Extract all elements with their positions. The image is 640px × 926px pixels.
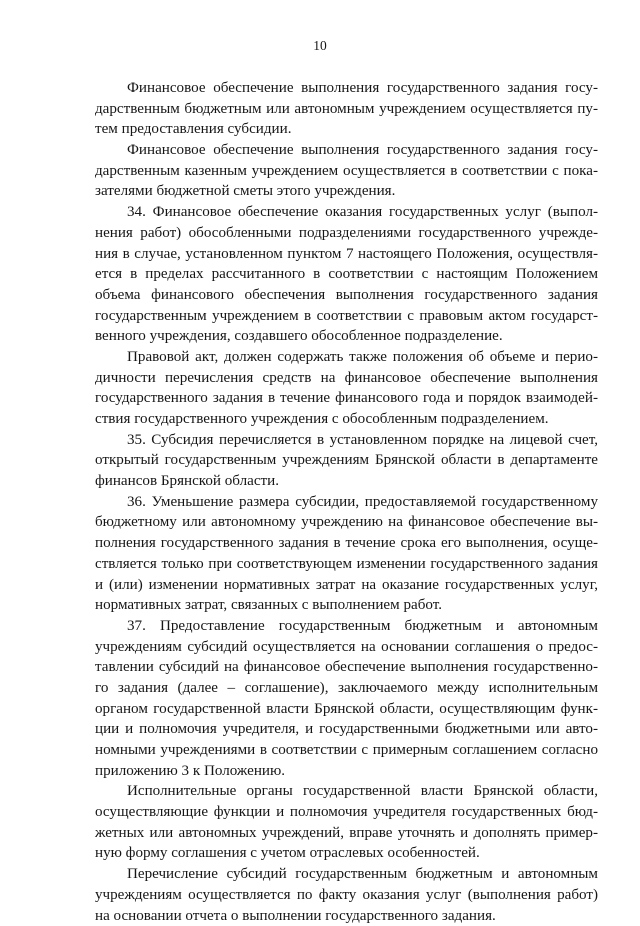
text-line: полнения государственного задания в течение срока его выполнения, осуще- <box>95 533 598 554</box>
text-line: 34. Финансовое обеспечение оказания государственных услуг (выпол- <box>95 202 598 223</box>
text-line: ния в случае, установленном пунктом 7 настоящего Положения, осуществля- <box>95 244 598 265</box>
text-line: государственного задания в течение финансового года и порядок взаимодей- <box>95 388 598 409</box>
paragraph <box>95 616 598 782</box>
paragraph <box>95 492 598 616</box>
text-line: учреждениям субсидий осуществляется на основании соглашения о предос- <box>95 637 598 658</box>
paragraph <box>95 781 598 864</box>
text-line: дарственным казенным учреждением осуществляется в соответствии с пока- <box>95 161 598 182</box>
text-line: нормативных затрат, связанных с выполнением работ. <box>95 595 598 616</box>
paragraph <box>95 430 598 492</box>
text-line: Финансовое обеспечение выполнения государственного задания госу- <box>95 140 598 161</box>
text-line: открытый государственным учреждениям Брянской области в департаменте <box>95 450 598 471</box>
text-line: и (или) изменении нормативных затрат на оказание государственных услуг, <box>95 575 598 596</box>
text-line: на основании отчета о выполнении государственного задания. <box>95 906 598 926</box>
text-line: объема финансового обеспечения выполнения государственного задания <box>95 285 598 306</box>
text-line: финансов Брянской области. <box>95 471 598 492</box>
paragraph <box>95 78 598 140</box>
text-line: органом государственной власти Брянской области, осуществляющим функ- <box>95 699 598 720</box>
text-line: Финансовое обеспечение выполнения государственного задания госу- <box>95 78 598 99</box>
text-line: ствия государственного учреждения с обособленным подразделением. <box>95 409 598 430</box>
text-line: осуществляющие функции и полномочия учредителя государственных бюд- <box>95 802 598 823</box>
text-line: дарственным бюджетным или автономным учреждением осуществляется пу- <box>95 99 598 120</box>
text-line: нения работ) обособленными подразделениями государственного учрежде- <box>95 223 598 244</box>
text-line: ции и полномочия учредителя, и государственными бюджетными или авто- <box>95 719 598 740</box>
text-line: го задания (далее – соглашение), заключаемого между исполнительным <box>95 678 598 699</box>
text-line: 37. Предоставление государственным бюджетным и автономным <box>95 616 598 637</box>
text-line: жетных или автономных учреждений, вправе уточнять и дополнять пример- <box>95 823 598 844</box>
paragraph <box>95 140 598 202</box>
text-line: дичности перечисления средств на финансовое обеспечение выполнения <box>95 368 598 389</box>
document-body <box>95 78 598 926</box>
text-line: государственным учреждением в соответствии с правовым актом государст- <box>95 306 598 327</box>
text-line: 35. Субсидия перечисляется в установленном порядке на лицевой счет, <box>95 430 598 451</box>
paragraph <box>95 864 598 926</box>
text-line: ется в пределах рассчитанного в соответствии с настоящим Положением <box>95 264 598 285</box>
paragraph <box>95 347 598 430</box>
paragraph <box>95 202 598 347</box>
text-line: Исполнительные органы государственной власти Брянской области, <box>95 781 598 802</box>
text-line: ствляется только при соответствующем изменении государственного задания <box>95 554 598 575</box>
page-number: 10 <box>0 38 640 54</box>
text-line: зателями бюджетной сметы этого учреждения. <box>95 181 598 202</box>
text-line: ную форму соглашения с учетом отраслевых особенностей. <box>95 843 598 864</box>
text-line: 36. Уменьшение размера субсидии, предоставляемой государственному <box>95 492 598 513</box>
text-line: Правовой акт, должен содержать также положения об объеме и перио- <box>95 347 598 368</box>
text-line: тавлении субсидий на финансовое обеспечение выполнения государственно- <box>95 657 598 678</box>
text-line: бюджетному или автономному учреждению на финансовое обеспечение вы- <box>95 512 598 533</box>
text-line: приложению 3 к Положению. <box>95 761 598 782</box>
text-line: учреждениям осуществляется по факту оказания услуг (выполнения работ) <box>95 885 598 906</box>
text-line: номными учреждениями в соответствии с примерным соглашением согласно <box>95 740 598 761</box>
text-line: венного учреждения, создавшего обособленное подразделение. <box>95 326 598 347</box>
text-line: Перечисление субсидий государственным бюджетным и автономным <box>95 864 598 885</box>
text-line: тем предоставления субсидии. <box>95 119 598 140</box>
